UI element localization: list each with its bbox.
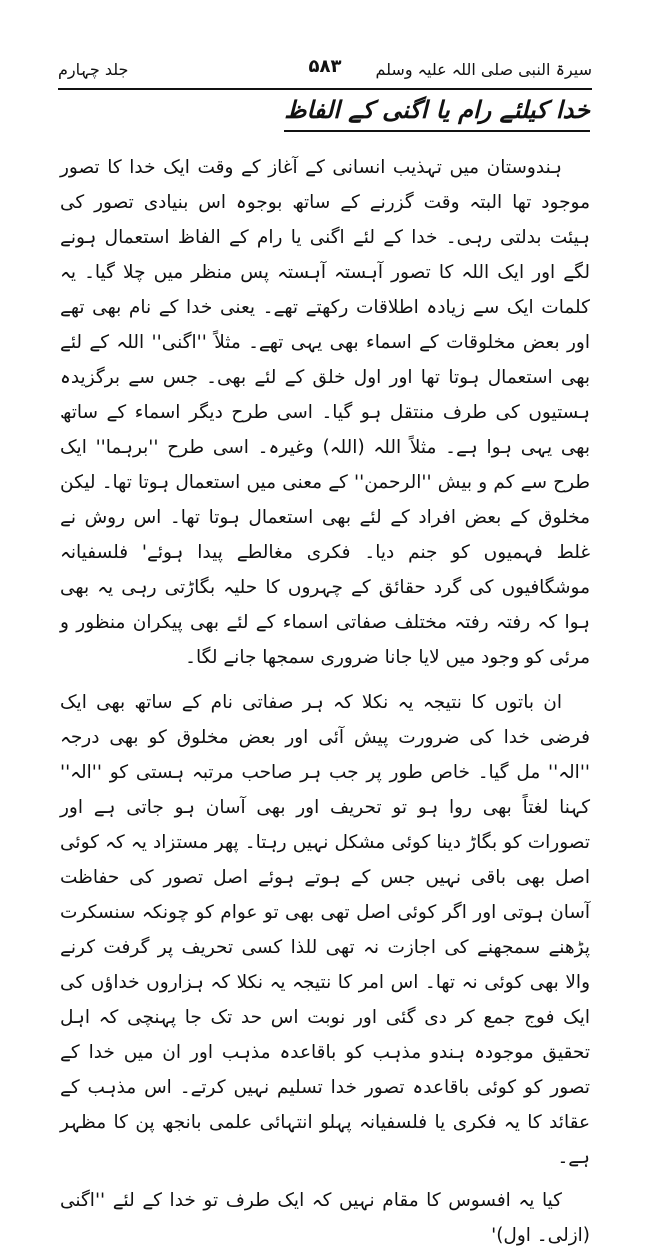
paragraph: کیا یہ افسوس کا مقام نہیں کہ ایک طرف تو خدا کے لئے ''اگنی (ازلی۔ اول)' [60, 1190, 590, 1246]
page-header [58, 50, 592, 90]
book-title: سیرۃ النبی صلی اللہ علیہ وسلم [375, 60, 592, 79]
header-divider [58, 88, 592, 90]
body-text [60, 150, 590, 1253]
volume-label: جلد چہارم [58, 60, 129, 79]
section-heading-block [284, 96, 590, 132]
section-heading: خدا کیلئے رام یا اگنی کے الفاظ [284, 96, 590, 132]
paragraph: ہندوستان میں تہذیب انسانی کے آغاز کے وقت ایک خدا کا تصور موجود تھا البتہ وقت گزرنے کے ساتھ بوجوہ اس بنیادی تصور کی ہیئت بدلتی رہی۔ خدا کے لئے اگنی یا رام کے الفاظ استعمال ہونے لگے اور ایک اللہ کا تصور آہستہ آہستہ پس منظر میں چلا گیا۔ یہ کلمات ایک سے زیادہ اطلاقات رکھتے تھے۔ یعنی خدا کے نام بھی تھے اور بعض مخلوقات کے اسماء بھی یہی تھے۔ مثلاً ''اگنی'' اللہ کے لئے بھی استعمال ہوتا تھا اور اول خلق کے لئے بھی۔ جس سے برگزیدہ ہستیوں کی طرف منتقل ہو گیا۔ اسی طرح دیگر اسماء کے ساتھ بھی یہی ہوا ہے۔ مثلاً اللہ (اللہ) وغیرہ۔ اسی طرح ''برہما'' ایک طرح سے کم و بیش ''الرحمن'' کے معنی میں استعمال ہوتا تھا۔ لیکن مخلوق کے بعض افراد کے لئے بھی استعمال ہوتا تھا۔ اس روش نے غلط فہمیوں کو جنم دیا۔ فکری مغالطے پیدا ہوئے' فلسفیانہ موشگافیوں کی گرد حقائق کے چہروں کا حلیہ بگاڑتی رہی یہ بھی ہوا کہ رفتہ رفتہ مختلف صفاتی اسماء کے لئے بھی پیکران منظور و مرئی کو وجود میں لایا جانا ضروری سمجھا جانے لگا۔ [60, 157, 590, 668]
page-number: ۵۸۳ [308, 56, 342, 77]
paragraph: ان باتوں کا نتیجہ یہ نکلا کہ ہر صفاتی نام کے ساتھ بھی ایک فرضی خدا کی ضرورت پیش آئی اور بعض مخلوق کو بھی درجہ ''الہ'' مل گیا۔ خاص طور پر جب ہر صاحب مرتبہ ہستی کو ''الہ'' کہنا لغتاً بھی روا ہو تو تحریف اور بھی آسان ہو جاتی ہے اور تصورات کو بگاڑ دینا کوئی مشکل نہیں رہتا۔ پھر مستزاد یہ کہ کوئی اصل بھی باقی نہیں جس کے ہوتے ہوئے اصل تصور کی حفاظت آسان ہوتی اور اگر کوئی اصل تھی بھی تو عوام کو چونکہ سنسکرت پڑھنے سمجھنے کی اجازت نہ تھی للذا کسی تحریف پر گرفت کرنے والا بھی کوئی نہ تھا۔ اس امر کا نتیجہ یہ نکلا کہ ہزاروں خداؤں کی ایک فوج جمع کر دی گئی اور نوبت اس حد تک جا پہنچی کہ اہل تحقیق موجودہ ہندو مذہب کو باقاعدہ مذہب اور ان میں خدا کے تصور کو کوئی باقاعدہ تصور خدا تسلیم نہیں کرتے۔ اس مذہب کے عقائد کا یہ فکری یا فلسفیانہ پہلو انتہائی علمی بانجھ پن کا مظہر ہے۔ [60, 692, 590, 1168]
